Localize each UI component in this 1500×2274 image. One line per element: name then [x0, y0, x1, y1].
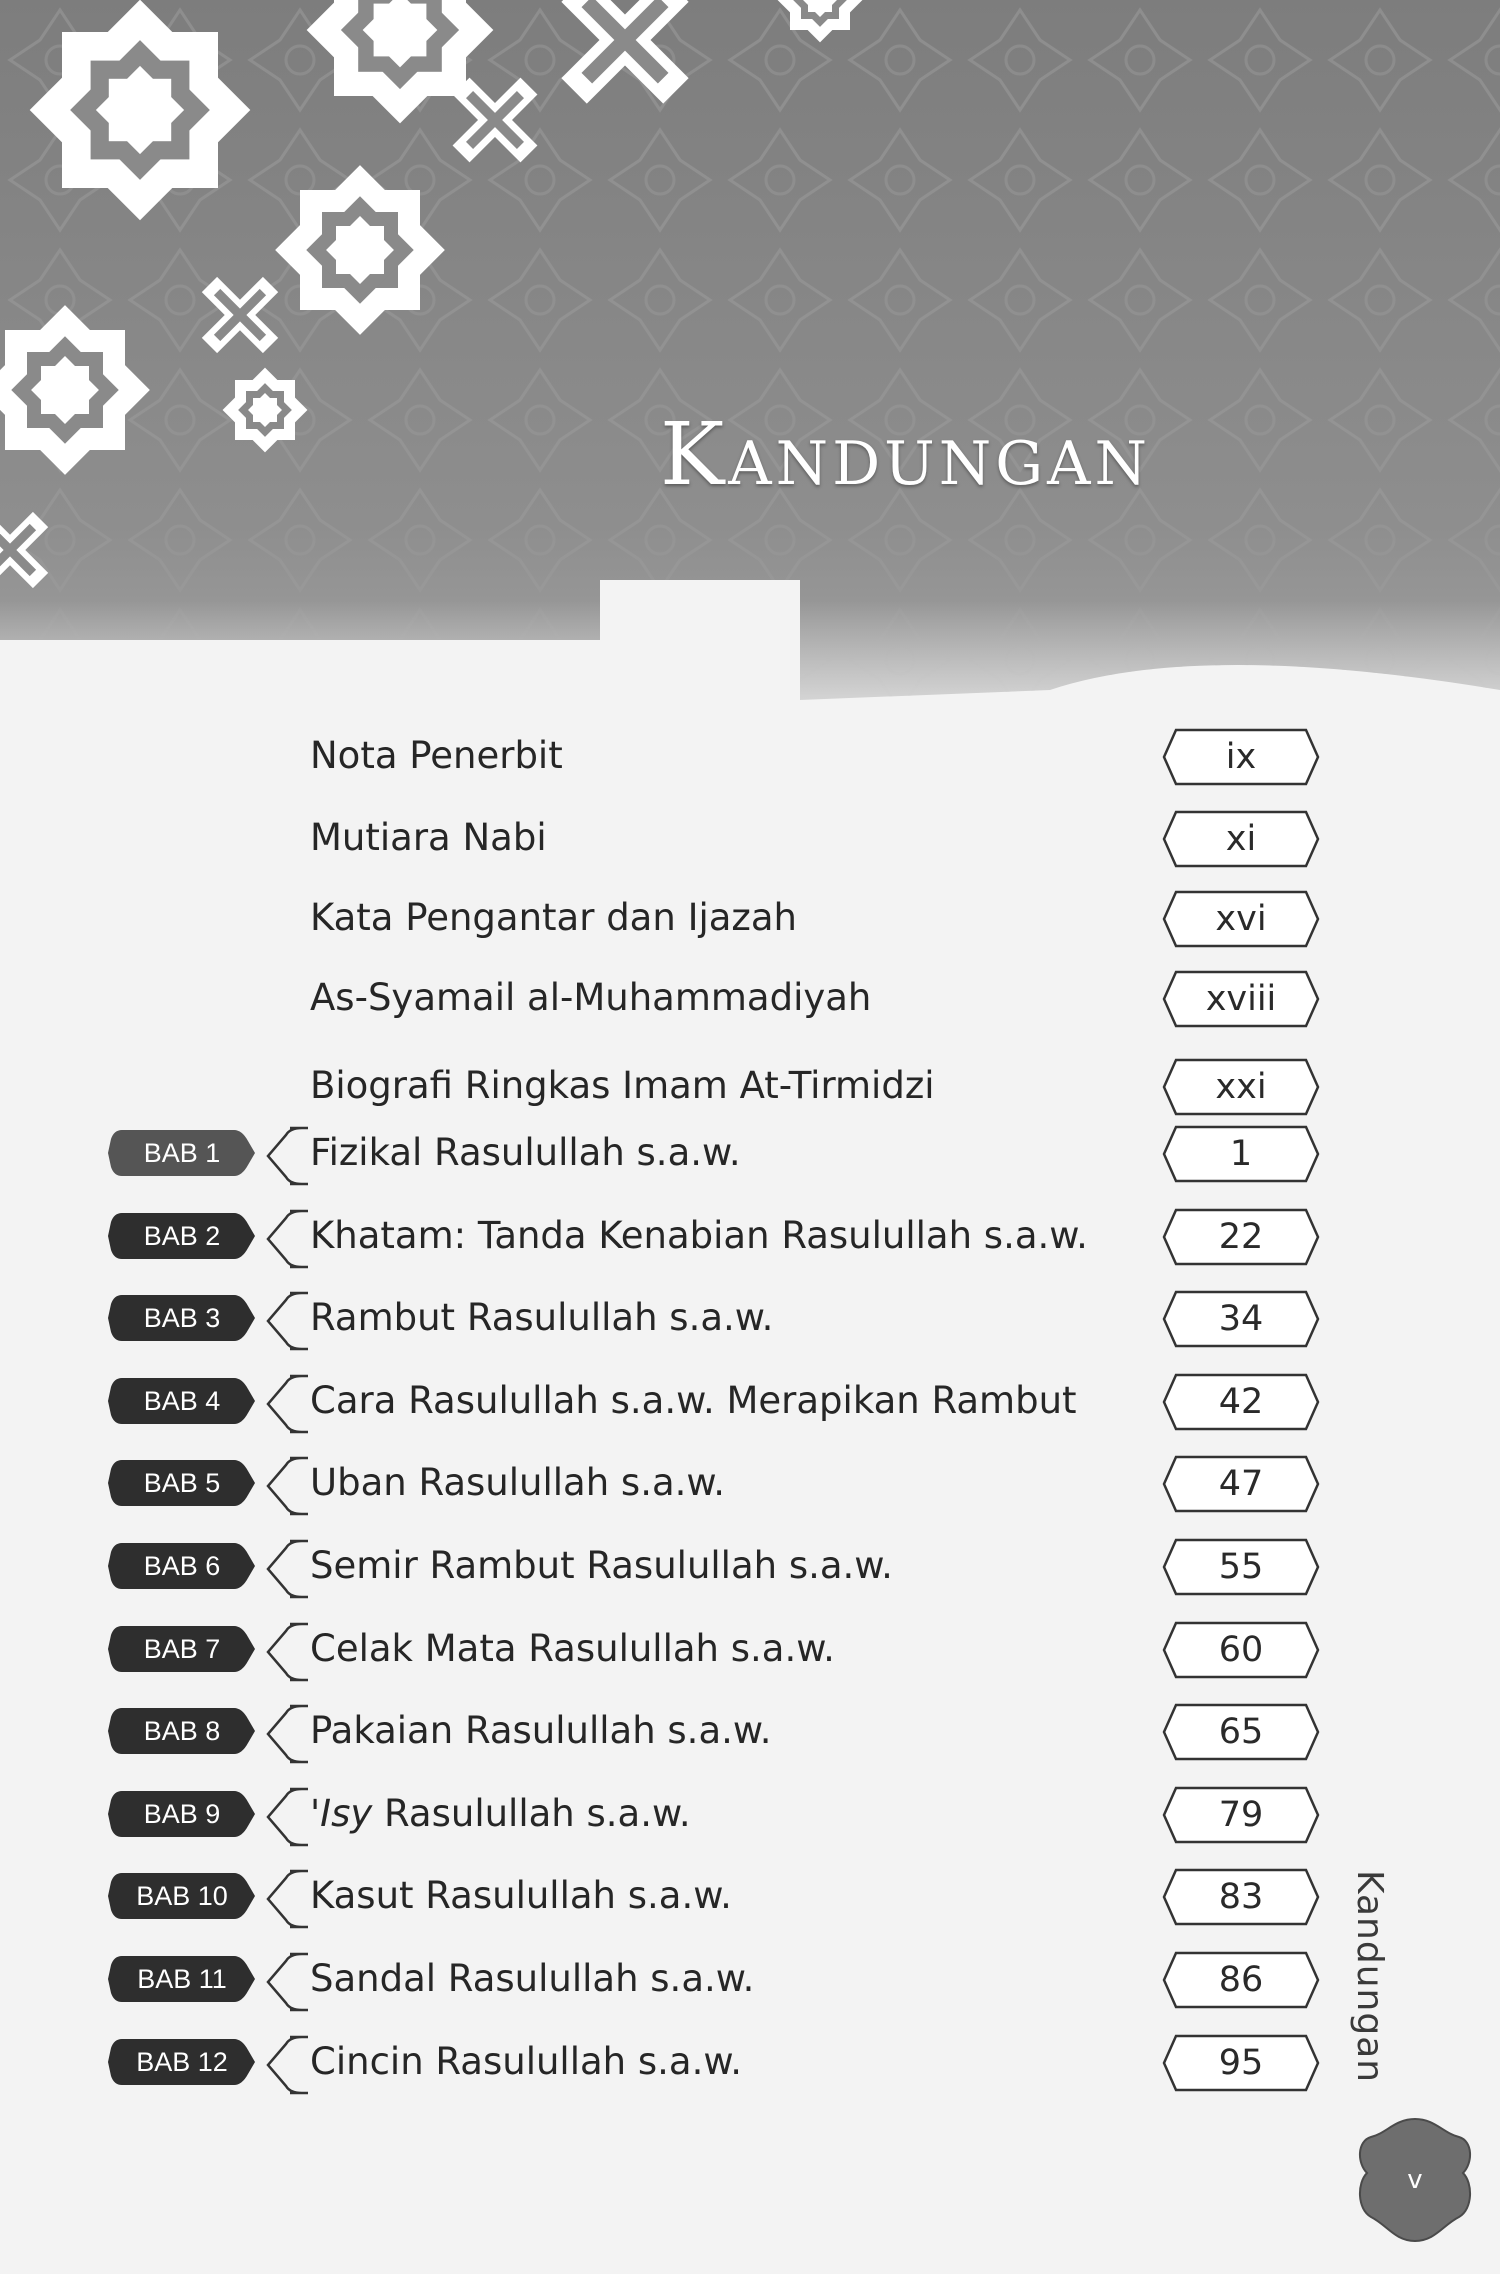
entry-title: Biografi Ringkas Imam At-Tirmidzi [310, 1064, 935, 1107]
page-number-tab [1355, 2115, 1475, 2245]
entry-title [310, 1544, 893, 1587]
chapter-badge [108, 1129, 256, 1177]
entry-title-text: Cincin Rasulullah s.a.w. [310, 2039, 742, 2083]
page-title: Kandungan [660, 405, 1152, 505]
bracket-ornament [262, 1951, 310, 2013]
chapter-badge [108, 1790, 256, 1838]
toc-front-matter-entry[interactable] [0, 804, 1500, 872]
header-banner [0, 0, 1500, 760]
bracket-ornament [262, 1868, 310, 1930]
entry-title [310, 1461, 725, 1504]
toc-front-matter-entry[interactable] [0, 964, 1500, 1032]
entry-title: As-Syamail al-Muhammadiyah [310, 976, 872, 1019]
bracket-ornament [262, 1621, 310, 1683]
page-number: 47 [1218, 1464, 1264, 1505]
chapter-badge [108, 1955, 256, 2003]
page-reference-box [1162, 728, 1320, 786]
page-reference-box [1162, 1455, 1320, 1513]
entry-title-text: Celak Mata Rasulullah s.a.w. [310, 1626, 835, 1670]
page-number: v [1407, 2165, 1423, 2195]
entry-title [310, 1957, 754, 2000]
page-reference-box [1162, 970, 1320, 1028]
toc-chapter-entry[interactable] [0, 1119, 1500, 1187]
bracket-ornament [262, 1290, 310, 1352]
page-reference-box [1162, 2034, 1320, 2092]
entry-title [310, 1792, 691, 1835]
page-reference-box [1162, 1125, 1320, 1183]
page-number: 95 [1218, 2042, 1264, 2083]
page-reference-box [1162, 1373, 1320, 1431]
entry-title-text: Rambut Rasulullah s.a.w. [310, 1296, 774, 1340]
entry-title-italic: 'Isy [310, 1791, 373, 1835]
chapter-label: BAB 10 [136, 1881, 228, 1912]
entry-title [310, 1379, 1077, 1422]
toc-chapter-entry[interactable] [0, 1697, 1500, 1765]
entry-title [310, 1627, 835, 1670]
chapter-label: BAB 5 [143, 1468, 221, 1499]
bracket-ornament [262, 1455, 310, 1517]
chapter-badge [108, 2038, 256, 2086]
bracket-ornament [262, 1125, 310, 1187]
chapter-badge [108, 1212, 256, 1260]
page-reference-box [1162, 1786, 1320, 1844]
page-number: xxi [1215, 1067, 1267, 1107]
chapter-badge [108, 1459, 256, 1507]
toc-chapter-entry[interactable] [0, 1532, 1500, 1600]
chapter-badge [108, 1542, 256, 1590]
bracket-ornament [262, 2034, 310, 2096]
chapter-label: BAB 3 [143, 1303, 221, 1334]
chapter-badge [108, 1872, 256, 1920]
page-number: 55 [1218, 1547, 1264, 1587]
entry-title-text: Rasulullah s.a.w. [372, 1791, 691, 1835]
page-number: xviii [1205, 979, 1277, 1019]
entry-title: Mutiara Nabi [310, 816, 547, 859]
toc-chapter-entry[interactable] [0, 1284, 1500, 1352]
page-reference-box [1162, 1058, 1320, 1116]
entry-title-text: Uban Rasulullah s.a.w. [310, 1461, 726, 1505]
entry-title [310, 1131, 741, 1174]
page-number: 1 [1229, 1134, 1253, 1174]
entry-title-text: Fizikal Rasulullah s.a.w. [310, 1131, 741, 1174]
entry-title [310, 1874, 732, 1917]
entry-title [310, 1214, 1088, 1257]
page-number: 42 [1218, 1381, 1264, 1422]
entry-title-text: Semir Rambut Rasulullah s.a.w. [310, 1544, 893, 1587]
page-reference-box [1162, 1290, 1320, 1348]
chapter-label: BAB 12 [136, 2046, 228, 2077]
page-number: 83 [1218, 1877, 1264, 1918]
chapter-label: BAB 6 [143, 1551, 221, 1581]
entry-title-text: Pakaian Rasulullah s.a.w. [310, 1709, 772, 1753]
chapter-label: BAB 11 [137, 1964, 227, 1994]
bracket-ornament [262, 1703, 310, 1765]
toc-front-matter-entry[interactable] [0, 884, 1500, 952]
chapter-badge [108, 1294, 256, 1342]
entry-title-text: Kasut Rasulullah s.a.w. [310, 1874, 732, 1918]
toc-chapter-entry[interactable] [0, 1945, 1500, 2013]
bracket-ornament [262, 1786, 310, 1848]
toc-chapter-entry[interactable] [0, 1449, 1500, 1517]
page-number: 79 [1218, 1794, 1264, 1835]
page-reference-box [1162, 1621, 1320, 1679]
toc-front-matter-entry[interactable] [0, 722, 1500, 790]
chapter-label: BAB 8 [143, 1716, 221, 1747]
chapter-badge [108, 1707, 256, 1755]
page-reference-box [1162, 1538, 1320, 1596]
page-reference-box [1162, 1703, 1320, 1761]
chapter-label: BAB 7 [143, 1633, 221, 1664]
toc-chapter-entry[interactable] [0, 1780, 1500, 1848]
page-number: 34 [1218, 1299, 1264, 1340]
toc-chapter-entry[interactable] [0, 1202, 1500, 1270]
entry-title [310, 1709, 772, 1752]
chapter-badge [108, 1377, 256, 1425]
page-number: ix [1225, 737, 1257, 777]
side-section-label: Kandungan [1349, 1870, 1390, 2084]
chapter-label: BAB 9 [143, 1798, 221, 1829]
page-number: 86 [1218, 1960, 1264, 2000]
toc-chapter-entry[interactable] [0, 1367, 1500, 1435]
entry-title [310, 1296, 773, 1339]
page-number: xvi [1215, 899, 1267, 939]
chapter-badge [108, 1625, 256, 1673]
toc-chapter-entry[interactable] [0, 1615, 1500, 1683]
entry-title [310, 2040, 742, 2083]
page-number: xi [1225, 819, 1257, 859]
page-reference-box [1162, 1868, 1320, 1926]
bracket-ornament [262, 1373, 310, 1435]
page-number: 65 [1218, 1712, 1264, 1753]
page-number: 22 [1218, 1216, 1264, 1257]
entry-title: Nota Penerbit [310, 734, 563, 777]
entry-title-text: Sandal Rasulullah s.a.w. [310, 1957, 755, 2000]
bracket-ornament [262, 1208, 310, 1270]
page-number: 60 [1218, 1629, 1264, 1670]
toc-chapter-entry[interactable] [0, 2028, 1500, 2096]
entry-title: Kata Pengantar dan Ijazah [310, 896, 797, 939]
page-reference-box [1162, 890, 1320, 948]
toc-front-matter-entry[interactable] [0, 1052, 1500, 1120]
chapter-label: BAB 2 [143, 1220, 221, 1251]
chapter-label: BAB 4 [143, 1385, 221, 1416]
bracket-ornament [262, 1538, 310, 1600]
page-reference-box [1162, 810, 1320, 868]
page-reference-box [1162, 1951, 1320, 2009]
chapter-label: BAB 1 [143, 1138, 221, 1168]
toc-chapter-entry[interactable] [0, 1862, 1500, 1930]
entry-title-text: Cara Rasulullah s.a.w. Merapikan Rambut [310, 1378, 1077, 1422]
entry-title-text: Khatam: Tanda Kenabian Rasulullah s.a.w. [310, 1213, 1088, 1257]
page-reference-box [1162, 1208, 1320, 1266]
